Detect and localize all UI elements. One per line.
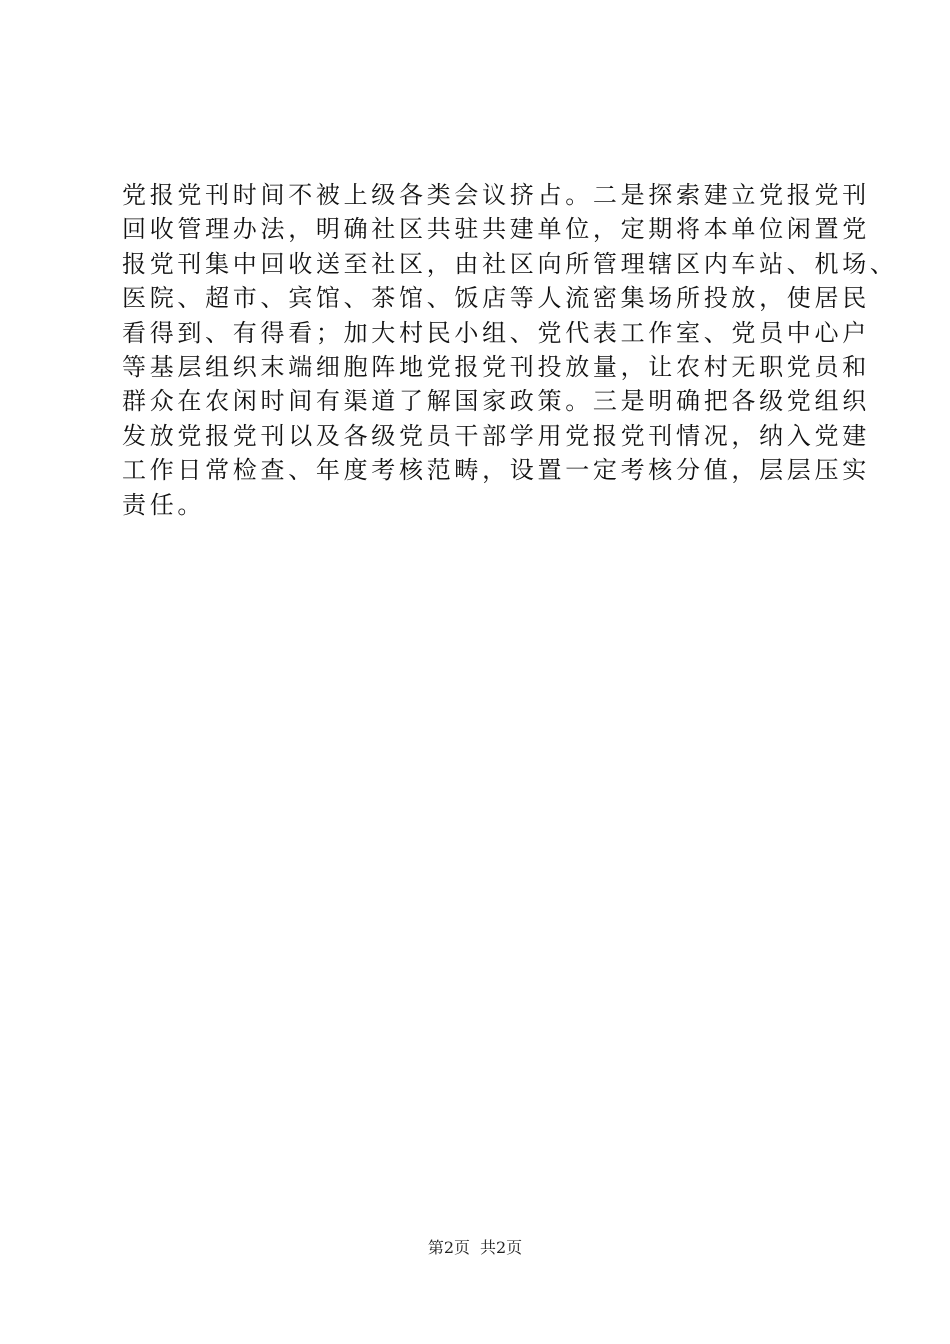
text-line: 党报党刊时间不被上级各类会议挤占。二是探索建立党报党刊 (122, 181, 870, 209)
page-number-current: 第2页 (427, 1238, 470, 1257)
text-line: 医院、超市、宾馆、茶馆、饭店等人流密集场所投放，使居民 (122, 284, 870, 313)
text-line: 回收管理办法，明确社区共驻共建单位，定期将本单位闲置党 (122, 215, 870, 244)
body-paragraph (122, 178, 898, 522)
text-line: 群众在农闲时间有渠道了解国家政策。三是明确把各级党组织 (122, 387, 870, 416)
text-line: 工作日常检查、年度考核范畴，设置一定考核分值，层层压实 (122, 456, 870, 485)
text-line: 报党刊集中回收送至社区，由社区向所管理辖区内车站、机场、 (122, 249, 898, 278)
page-footer (0, 1238, 950, 1258)
text-line: 等基层组织末端细胞阵地党报党刊投放量，让农村无职党员和 (122, 352, 870, 381)
text-line: 发放党报党刊以及各级党员干部学用党报党刊情况，纳入党建 (122, 421, 870, 450)
page-number-total: 共2页 (480, 1238, 523, 1257)
text-line: 责任。 (122, 490, 206, 519)
text-line: 看得到、有得看；加大村民小组、党代表工作室、党员中心户 (122, 318, 870, 347)
